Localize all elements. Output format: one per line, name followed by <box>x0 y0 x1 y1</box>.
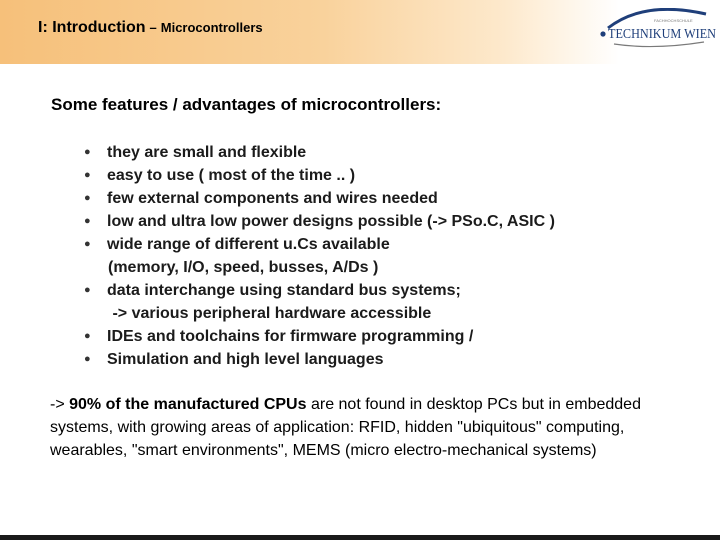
list-item-text: IDEs and toolchains for firmware programming / <box>107 328 474 345</box>
list-item <box>84 279 684 325</box>
bullet-icon: ● <box>84 215 91 227</box>
bottom-border <box>0 535 720 540</box>
list-item <box>84 210 684 233</box>
feature-list <box>84 141 684 371</box>
list-item-text: Simulation and high level languages <box>107 351 384 368</box>
bullet-icon: ● <box>84 169 91 181</box>
list-item-text: data interchange using standard bus systems; <box>107 282 461 299</box>
list-item <box>84 233 684 279</box>
list-item-text: easy to use ( most of the time .. ) <box>107 167 356 184</box>
bullet-icon: ● <box>84 192 91 204</box>
bullet-icon: ● <box>84 353 91 365</box>
summary-paragraph <box>50 393 680 462</box>
title-main: I: Introduction <box>38 19 146 36</box>
logo-dot <box>600 31 605 36</box>
section-heading: Some features / advantages of microcontrollers: <box>51 95 442 114</box>
list-item <box>84 187 684 210</box>
list-item-text: few external components and wires needed <box>107 190 438 207</box>
title-dash: – <box>149 20 157 35</box>
list-item-text: low and ultra low power designs possible (-> PSo.C, ASIC ) <box>107 213 555 230</box>
list-item-text: they are small and flexible <box>107 144 307 161</box>
summary-emphasis: 90% of the manufactured CPUs <box>69 396 307 413</box>
slide-title <box>38 19 263 37</box>
bullet-icon: ● <box>84 238 91 250</box>
list-item-continuation: -> various peripheral hardware accessible <box>108 305 432 322</box>
technikum-wien-logo <box>594 8 720 54</box>
list-item-text: wide range of different u.Cs available <box>107 236 390 253</box>
bullet-icon: ● <box>84 146 91 158</box>
bullet-icon: ● <box>84 284 91 296</box>
list-item <box>84 164 684 187</box>
title-subtitle: Microcontrollers <box>160 20 263 35</box>
logo-text: TECHNIKUM WIEN <box>608 27 716 42</box>
bullet-icon: ● <box>84 330 91 342</box>
summary-text: are not found in desktop PCs but in embedded systems, with growing areas of application: RFID, hidden "ubiquitous" computing, wearables, "smart environments", MEMS (micro electro-mechanical systems) <box>50 396 641 459</box>
list-item-continuation: (memory, I/O, speed, busses, A/Ds ) <box>108 259 379 276</box>
list-item <box>84 325 684 348</box>
list-item <box>84 141 684 164</box>
summary-prefix: -> <box>50 396 70 413</box>
list-item <box>84 348 684 371</box>
logo-tagline: FACHHOCHSCHULE <box>654 18 693 23</box>
logo-swoosh <box>614 42 704 47</box>
